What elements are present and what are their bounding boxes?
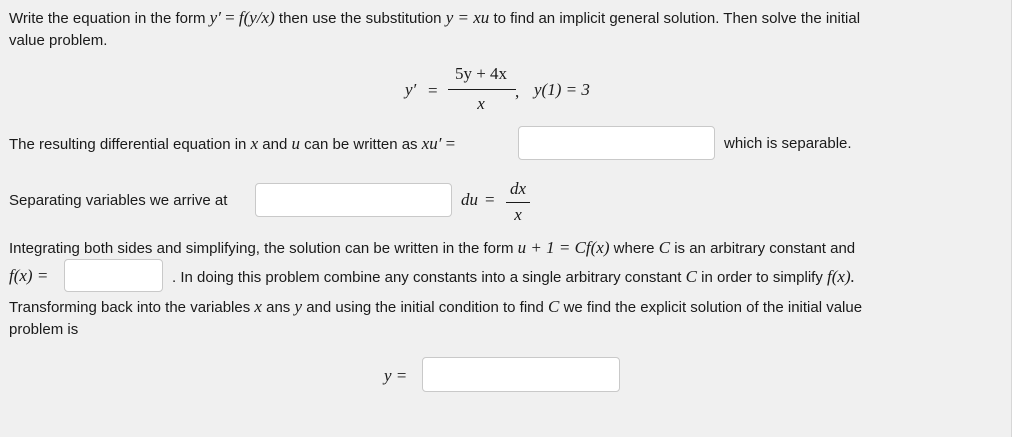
q1-eq: =	[445, 134, 456, 153]
q2-eq: =	[485, 190, 495, 209]
q3-text-3b: ans	[266, 299, 291, 316]
q3-text-1a: Integrating both sides and simplifying, the solution can be written in the form	[9, 240, 514, 257]
q2-denominator: x	[514, 205, 522, 224]
q1-suffix: which is separable.	[724, 135, 852, 152]
q2-du: du	[461, 190, 478, 209]
q2-answer-input[interactable]	[255, 183, 452, 217]
q3-constant-c: C	[658, 238, 671, 257]
intro-form-rhs: f(y/x)	[238, 8, 275, 27]
q3-constant-c-3: C	[548, 297, 560, 316]
q1-prompt	[9, 134, 455, 155]
q1-tail: can be written as	[304, 136, 418, 153]
ode-denominator: x	[477, 94, 485, 113]
q3-text-1c: is an arbitrary constant and	[674, 240, 856, 257]
q3-form-math: u + 1 = Cf(x)	[517, 238, 610, 257]
q1-lhs: xu′	[421, 134, 442, 153]
q3-text-2b: in order to simplify	[701, 269, 823, 286]
q2-fraction-bar	[506, 202, 530, 203]
q1-and: and	[262, 136, 288, 153]
q3-line-3	[9, 297, 862, 318]
q3-line-4: problem is	[9, 321, 79, 338]
ode-lhs: y′	[405, 80, 417, 99]
q3-var-x: x	[254, 297, 262, 316]
q3-var-y: y	[294, 297, 303, 316]
q2-numerator: dx	[509, 179, 527, 198]
intro-text-1: Write the equation in the form	[9, 10, 206, 27]
q3-text-3c: and using the initial condition to find	[306, 299, 544, 316]
q3-line-2	[172, 267, 855, 288]
q4-answer-input[interactable]	[422, 357, 620, 392]
q1-answer-input[interactable]	[518, 126, 715, 160]
intro-form-lhs: y′	[209, 8, 221, 27]
q3-text-1b: where	[613, 240, 655, 257]
initial-condition: y(1) = 3	[534, 80, 590, 99]
q1-var-u: u	[291, 134, 300, 153]
q3-text-2a: . In doing this problem combine any constants into a single arbitrary constant	[172, 269, 682, 286]
q4-lhs: y =	[384, 366, 408, 385]
q1-var-x: x	[250, 134, 259, 153]
intro-line-2: value problem.	[9, 32, 108, 49]
intro-substitution: y = xu	[445, 8, 490, 27]
q3-fx-2: f(x).	[827, 267, 855, 286]
q3-fx-label: f(x) =	[9, 266, 49, 285]
ode-numerator: 5y + 4x	[454, 64, 508, 83]
q3-text-3d: we find the explicit solution of the initial value	[563, 299, 863, 316]
intro-text-3: to find an implicit general solution. Then solve the initial	[493, 10, 861, 27]
q3-text-3a: Transforming back into the variables	[9, 299, 251, 316]
ode-fraction-bar	[448, 89, 516, 90]
intro-form-eq: =	[225, 8, 235, 27]
q2-label: Separating variables we arrive at	[9, 192, 228, 209]
q3-constant-c-2: C	[685, 267, 697, 286]
intro-line-1	[9, 8, 860, 29]
ode-eq: =	[428, 81, 438, 100]
intro-text-2: then use the substitution	[278, 10, 442, 27]
ode-comma: ,	[515, 82, 520, 101]
q3-line-1	[9, 238, 855, 259]
q1-label: The resulting differential equation in	[9, 136, 247, 153]
q3-answer-input[interactable]	[64, 259, 163, 292]
